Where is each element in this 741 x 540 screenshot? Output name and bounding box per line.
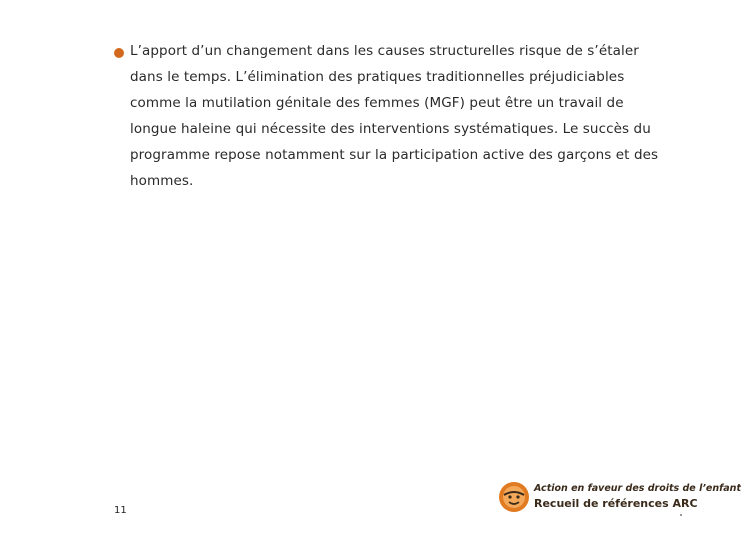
bullet-paragraph	[114, 38, 684, 194]
logo-title: Recueil de références ARC	[534, 497, 698, 510]
text-line: hommes.	[130, 173, 194, 189]
text-line: L’apport d’un changement dans les causes structurelles risque de s’étaler	[130, 43, 639, 59]
logo-tagline: Action en faveur des droits de l’enfant	[534, 483, 741, 494]
page-number: 11	[114, 505, 127, 516]
bullet-text	[114, 38, 684, 194]
text-line: comme la mutilation génitale des femmes (MGF) peut être un travail de	[130, 95, 624, 111]
decorative-dot	[680, 514, 682, 516]
text-line: dans le temps. L’élimination des pratiques traditionnelles préjudiciables	[130, 69, 625, 85]
arc-logo	[498, 479, 741, 519]
bullet-point-icon	[114, 48, 124, 58]
text-line: longue haleine qui nécessite des interventions systématiques. Le succès du	[130, 121, 651, 137]
child-face-emblem-icon	[498, 481, 530, 513]
text-line: programme repose notamment sur la participation active des garçons et des	[130, 147, 659, 163]
